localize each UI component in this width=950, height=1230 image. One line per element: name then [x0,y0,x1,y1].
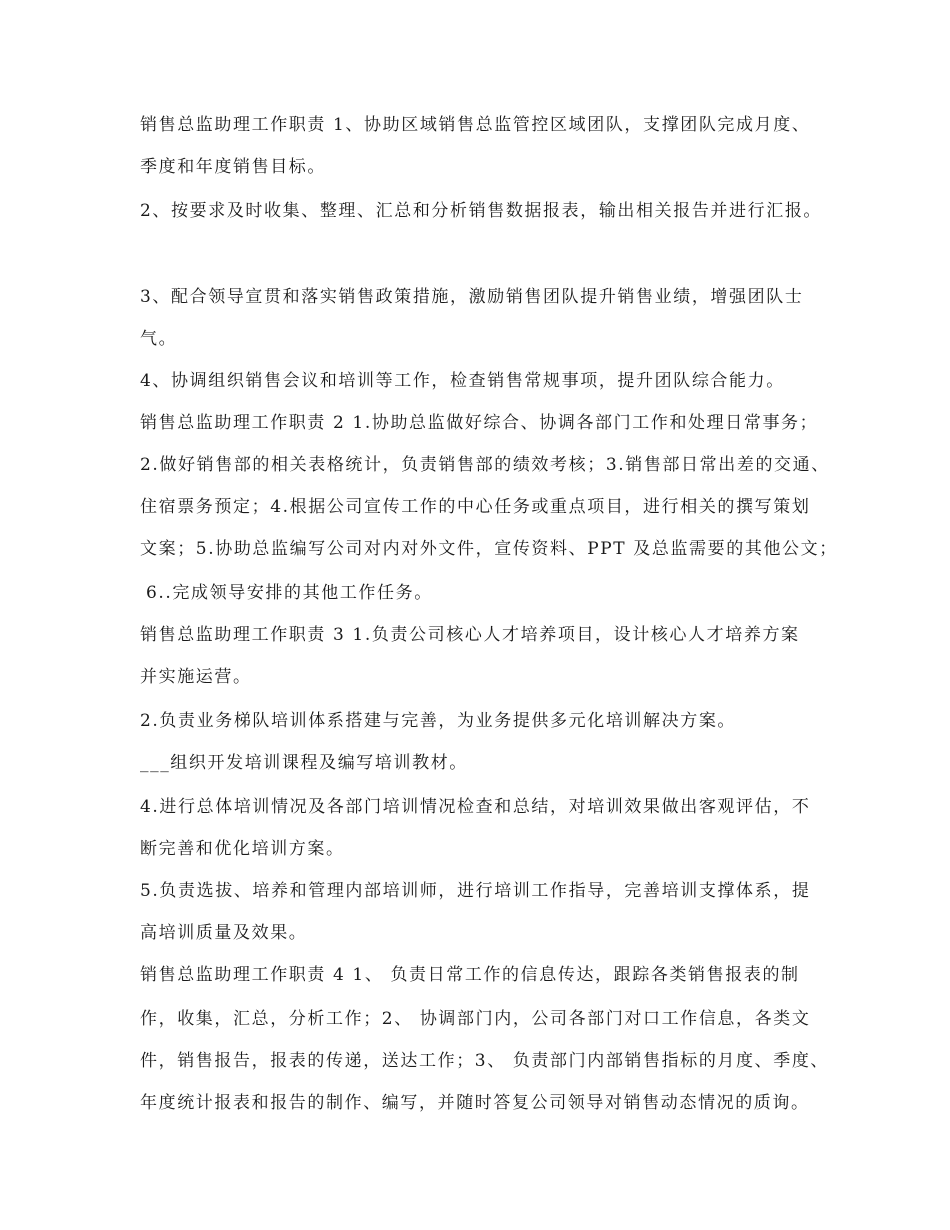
text-line: ___组织开发培训课程及编写培训教材。 [140,753,468,773]
text-line: 销售总监助理工作职责 2 1.协助总监做好综合、协调各部门工作和处理日常事务； [140,413,819,433]
text-line: 2.做好销售部的相关表格统计，负责销售部的绩效考核；3.销售部日常出差的交通、 [140,455,830,475]
text-line: 住宿票务预定；4.根据公司宣传工作的中心任务或重点项目，进行相关的撰写策划 [140,497,811,517]
text-line: 季度和年度销售目标。 [140,157,326,177]
text-line: 3、配合领导宣贯和落实销售政策措施，激励销售团队提升销售业绩，增强团队士 [140,287,804,307]
text-line: 年度统计报表和报告的制作、编写，并随时答复公司领导对销售动态情况的质询。 [140,1093,810,1113]
text-line: 5.负责选拔、培养和管理内部培训师，进行培训工作指导，完善培训支撑体系，提 [140,881,811,901]
text-line: 气。 [140,329,178,349]
text-line: 件，销售报告，报表的传递，送达工作；3、 负责部门内部销售指标的月度、季度、 [140,1051,830,1071]
text-line: 4、协调组织销售会议和培训等工作，检查销售常规事项，提升团队综合能力。 [140,371,785,391]
text-line: 高培训质量及效果。 [140,923,308,943]
text-line: 2.负责业务梯队培训体系搭建与完善，为业务提供多元化培训解决方案。 [140,711,737,731]
text-line: 销售总监助理工作职责 1、协助区域销售总监管控区域团队，支撑团队完成月度、 [140,115,811,135]
text-line: 文案；5.协助总监编写公司对内对外文件，宣传资料、PPT 及总监需要的其他公文； [140,539,838,559]
text-line: 2、按要求及时收集、整理、汇总和分析销售数据报表，输出相关报告并进行汇报。 [140,201,823,221]
text-line: 并实施运营。 [140,667,252,687]
text-line: 销售总监助理工作职责 4 1、 负责日常工作的信息传达，跟踪各类销售报表的制 [140,965,800,985]
text-line: 4.进行总体培训情况及各部门培训情况检查和总结，对培训效果做出客观评估，不 [140,797,811,817]
text-line: 作，收集，汇总，分析工作；2、 协调部门内，公司各部门对口工作信息，各类文 [140,1009,811,1029]
text-line: 销售总监助理工作职责 3 1.负责公司核心人才培养项目，设计核心人才培养方案 [140,625,800,645]
text-line: 6..完成领导安排的其他工作任务。 [146,583,433,603]
text-line: 断完善和优化培训方案。 [140,839,345,859]
